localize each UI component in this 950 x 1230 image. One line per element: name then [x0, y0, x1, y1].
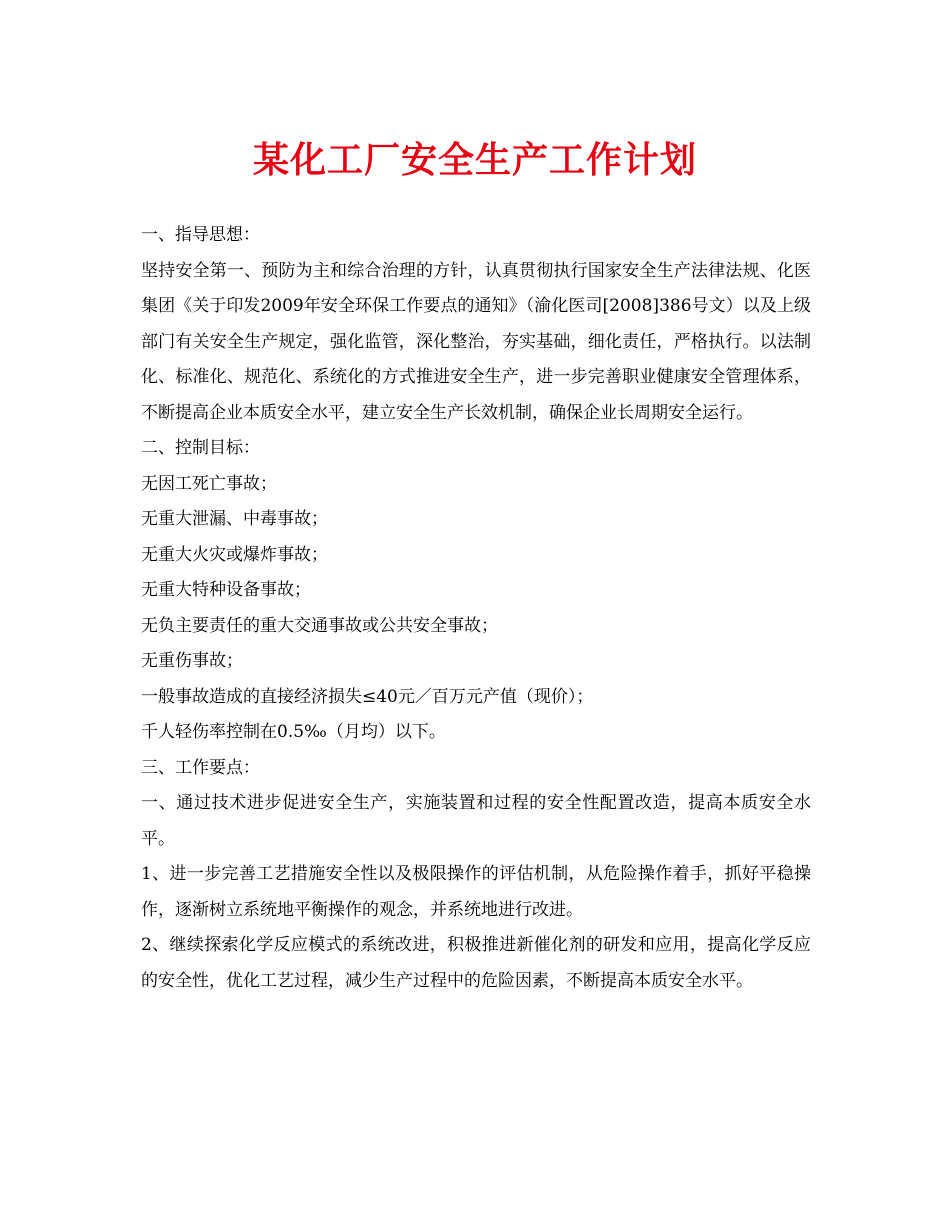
work-point-paragraph: 2、继续探索化学反应模式的系统改进，积极推进新催化剂的研发和应用，提高化学反应的安全性，优化工艺过程，减少生产过程中的危险因素，不断提高本质安全水平。 [141, 935, 811, 991]
target-item: 千人轻伤率控制在0.5‰（月均）以下。 [141, 722, 446, 742]
work-point-paragraph: 1、进一步完善工艺措施安全性以及极限操作的评估机制，从危险操作着手，抓好平稳操作，逐渐树立系统地平衡操作的观念，并系统地进行改进。 [141, 864, 811, 920]
target-item: 无负主要责任的重大交通事故或公共安全事故； [141, 615, 498, 636]
section-heading-control-targets: 二、控制目标： [141, 438, 260, 458]
section-heading-guiding-ideology: 一、指导思想： [141, 225, 260, 245]
document-title: 某化工厂安全生产工作计划 [252, 139, 697, 181]
work-point-paragraph: 一、通过技术进步促进安全生产，实施装置和过程的安全性配置改造，提高本质安全水平。 [141, 793, 811, 849]
target-item: 无重大火灾或爆炸事故； [141, 544, 328, 565]
paragraph-guiding-ideology: 坚持安全第一、预防为主和综合治理的方针，认真贯彻执行国家安全生产法律法规、化医集团《关于印发2009年安全环保工作要点的通知》（渝化医司[2008]386号文）以及上级部门有关安全生产规定，强化监管，深化整治，夯实基础，细化责任，严格执行。以法制化、标准化、规范化、系统化的方式推进安全生产，进一步完善职业健康安全管理体系，不断提高企业本质安全水平，建立安全生产长效机制，确保企业长周期安全运行。 [141, 260, 811, 423]
target-item: 无重伤事故； [141, 651, 243, 671]
document-body [141, 218, 811, 999]
target-item: 一般事故造成的直接经济损失≤40元／百万元产值（现价）； [141, 686, 594, 707]
target-item: 无重大泄漏、中毒事故； [141, 509, 328, 529]
section-heading-work-points: 三、工作要点： [141, 757, 260, 778]
target-item: 无因工死亡事故； [141, 473, 277, 494]
target-item: 无重大特种设备事故； [141, 580, 311, 600]
